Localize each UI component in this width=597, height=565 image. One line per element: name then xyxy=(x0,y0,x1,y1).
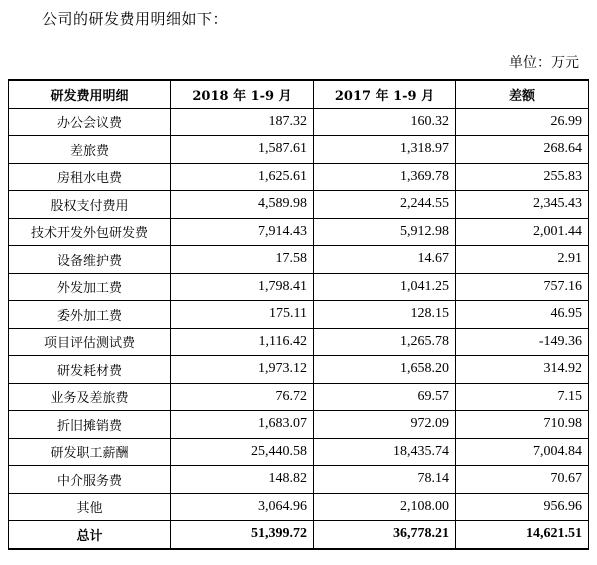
item-name: 折旧摊销费 xyxy=(9,411,171,439)
item-name: 办公会议费 xyxy=(9,108,171,136)
value-diff: 46.95 xyxy=(456,301,589,329)
header-2017: 2017 年 1-9 月 xyxy=(314,80,456,108)
value-2017: 78.14 xyxy=(314,466,456,494)
table-header-row xyxy=(9,80,589,108)
item-name: 股权支付费用 xyxy=(9,191,171,219)
value-2017: 972.09 xyxy=(314,411,456,439)
value-2018: 1,683.07 xyxy=(171,411,314,439)
value-2018: 148.82 xyxy=(171,466,314,494)
table-row xyxy=(9,356,589,384)
value-2018: 1,116.42 xyxy=(171,328,314,356)
value-diff: 26.99 xyxy=(456,108,589,136)
value-2018: 7,914.43 xyxy=(171,218,314,246)
value-2018: 187.32 xyxy=(171,108,314,136)
table-row xyxy=(9,136,589,164)
intro-text: 公司的研发费用明细如下： xyxy=(42,10,229,28)
value-diff: 7.15 xyxy=(456,383,589,411)
table-row xyxy=(9,438,589,466)
item-name: 项目评估测试费 xyxy=(9,328,171,356)
value-2018: 17.58 xyxy=(171,246,314,274)
value-diff: 2.91 xyxy=(456,246,589,274)
value-2017: 2,244.55 xyxy=(314,191,456,219)
total-row xyxy=(9,521,589,549)
item-name: 差旅费 xyxy=(9,136,171,164)
value-diff: 710.98 xyxy=(456,411,589,439)
item-name: 技术开发外包研发费 xyxy=(9,218,171,246)
value-2018: 3,064.96 xyxy=(171,493,314,521)
value-2017: 1,658.20 xyxy=(314,356,456,384)
value-2017: 1,369.78 xyxy=(314,163,456,191)
item-name: 业务及差旅费 xyxy=(9,383,171,411)
item-name: 其他 xyxy=(9,493,171,521)
item-name: 研发职工薪酬 xyxy=(9,438,171,466)
value-2017: 1,041.25 xyxy=(314,273,456,301)
header-diff: 差额 xyxy=(456,80,589,108)
total-value-diff: 14,621.51 xyxy=(456,521,589,549)
value-2017: 128.15 xyxy=(314,301,456,329)
value-2018: 25,440.58 xyxy=(171,438,314,466)
value-2017: 2,108.00 xyxy=(314,493,456,521)
value-diff: 255.83 xyxy=(456,163,589,191)
value-2017: 14.67 xyxy=(314,246,456,274)
rd-expense-table xyxy=(8,79,589,550)
table-row xyxy=(9,273,589,301)
table-row xyxy=(9,218,589,246)
value-2018: 1,587.61 xyxy=(171,136,314,164)
table-row xyxy=(9,328,589,356)
header-item: 研发费用明细 xyxy=(9,80,171,108)
value-2017: 1,318.97 xyxy=(314,136,456,164)
value-2018: 1,973.12 xyxy=(171,356,314,384)
value-2018: 1,798.41 xyxy=(171,273,314,301)
value-2018: 76.72 xyxy=(171,383,314,411)
item-name: 外发加工费 xyxy=(9,273,171,301)
value-diff: 757.16 xyxy=(456,273,589,301)
value-2017: 69.57 xyxy=(314,383,456,411)
header-2018: 2018 年 1-9 月 xyxy=(171,80,314,108)
unit-label: 单位：万元 xyxy=(509,55,579,71)
table-row xyxy=(9,411,589,439)
item-name: 委外加工费 xyxy=(9,301,171,329)
value-diff: 2,345.43 xyxy=(456,191,589,219)
value-diff: -149.36 xyxy=(456,328,589,356)
value-diff: 314.92 xyxy=(456,356,589,384)
item-name: 房租水电费 xyxy=(9,163,171,191)
table-row xyxy=(9,246,589,274)
value-diff: 7,004.84 xyxy=(456,438,589,466)
table-row xyxy=(9,301,589,329)
value-2017: 5,912.98 xyxy=(314,218,456,246)
table-row xyxy=(9,383,589,411)
value-diff: 70.67 xyxy=(456,466,589,494)
value-diff: 2,001.44 xyxy=(456,218,589,246)
value-2018: 4,589.98 xyxy=(171,191,314,219)
value-diff: 956.96 xyxy=(456,493,589,521)
table-row xyxy=(9,191,589,219)
table-row xyxy=(9,466,589,494)
value-2018: 1,625.61 xyxy=(171,163,314,191)
item-name: 中介服务费 xyxy=(9,466,171,494)
value-2017: 1,265.78 xyxy=(314,328,456,356)
table-row xyxy=(9,108,589,136)
total-item-name: 总计 xyxy=(9,521,171,549)
total-value-2018: 51,399.72 xyxy=(171,521,314,549)
item-name: 设备维护费 xyxy=(9,246,171,274)
table-row xyxy=(9,163,589,191)
item-name: 研发耗材费 xyxy=(9,356,171,384)
value-2017: 160.32 xyxy=(314,108,456,136)
value-2018: 175.11 xyxy=(171,301,314,329)
total-value-2017: 36,778.21 xyxy=(314,521,456,549)
table-row xyxy=(9,493,589,521)
value-diff: 268.64 xyxy=(456,136,589,164)
value-2017: 18,435.74 xyxy=(314,438,456,466)
